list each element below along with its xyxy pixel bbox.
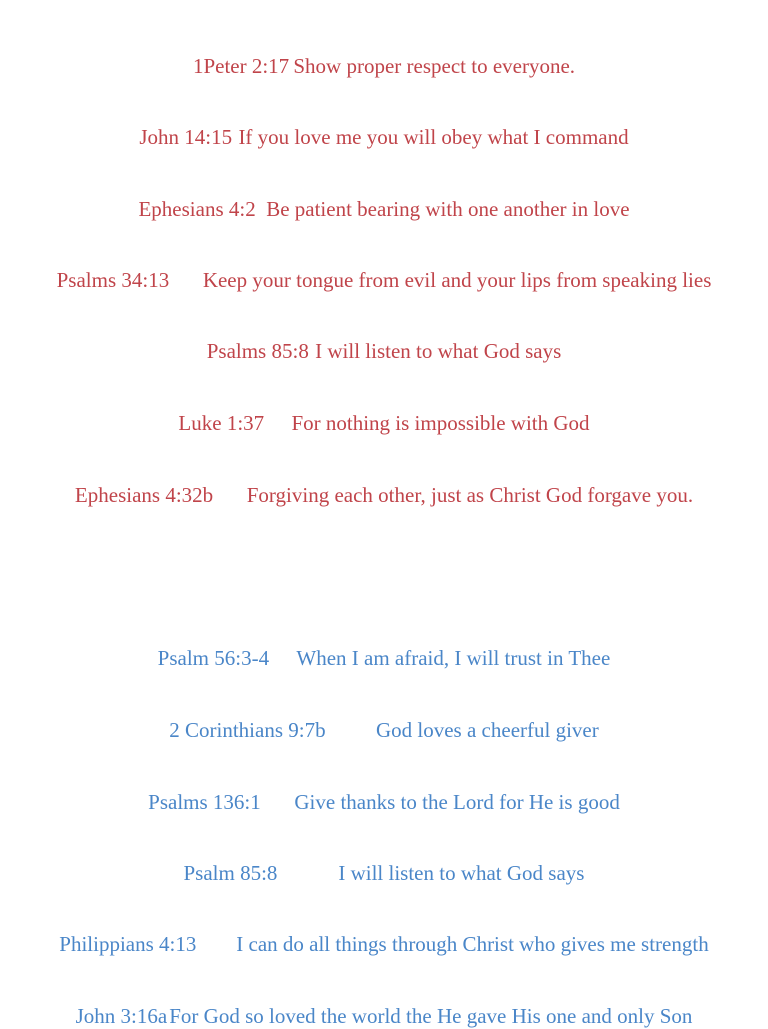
verse-text: I can do all things through Christ who gives me strength xyxy=(236,932,709,956)
verse-reference: Psalms 85:8 xyxy=(206,339,309,363)
verse-blue-1 xyxy=(0,645,768,671)
verse-text: I will listen to what God says xyxy=(338,861,585,885)
verse-red-7 xyxy=(0,482,768,508)
verse-text: Give thanks to the Lord for He is good xyxy=(294,790,620,814)
verse-blue-6 xyxy=(0,1003,768,1029)
verse-reference: Ephesians 4:2 xyxy=(138,197,256,221)
verse-reference: Psalms 34:13 xyxy=(56,268,170,292)
verse-red-6 xyxy=(0,410,768,436)
verse-blue-5 xyxy=(0,931,768,957)
verse-text: When I am afraid, I will trust in Thee xyxy=(296,646,611,670)
verse-text: For nothing is impossible with God xyxy=(291,411,590,435)
verse-reference: John 3:16a xyxy=(75,1004,168,1028)
verse-text: For God so loved the world the He gave His one and only Son xyxy=(169,1004,693,1028)
verse-text: Show proper respect to everyone. xyxy=(293,54,576,78)
verse-blue-4 xyxy=(0,860,768,886)
verse-red-1 xyxy=(0,53,768,79)
verse-red-4 xyxy=(0,267,768,293)
verse-blue-3 xyxy=(0,789,768,815)
verse-reference: Luke 1:37 xyxy=(178,411,265,435)
verse-reference: Ephesians 4:32b xyxy=(74,483,214,507)
verse-text: Forgiving each other, just as Christ God forgave you. xyxy=(246,483,694,507)
verse-red-3 xyxy=(0,196,768,222)
verse-reference: 2 Corinthians 9:7b xyxy=(169,718,326,742)
verse-text: Keep your tongue from evil and your lips from speaking lies xyxy=(202,268,712,292)
verse-blue-2 xyxy=(0,717,768,743)
verse-red-2 xyxy=(0,124,768,150)
verse-text: God loves a cheerful giver xyxy=(375,718,599,742)
verse-text: I will listen to what God says xyxy=(315,339,562,363)
verse-reference: Psalm 56:3-4 xyxy=(157,646,270,670)
verse-reference: Psalm 85:8 xyxy=(183,861,278,885)
verse-text: If you love me you will obey what I command xyxy=(238,125,629,149)
verse-reference: John 14:15 xyxy=(139,125,233,149)
verse-red-5 xyxy=(0,338,768,364)
verse-reference: Psalms 136:1 xyxy=(148,790,261,814)
verse-reference: 1Peter 2:17 xyxy=(192,54,290,78)
verse-reference: Philippians 4:13 xyxy=(59,932,197,956)
verse-text: Be patient bearing with one another in love xyxy=(266,197,630,221)
